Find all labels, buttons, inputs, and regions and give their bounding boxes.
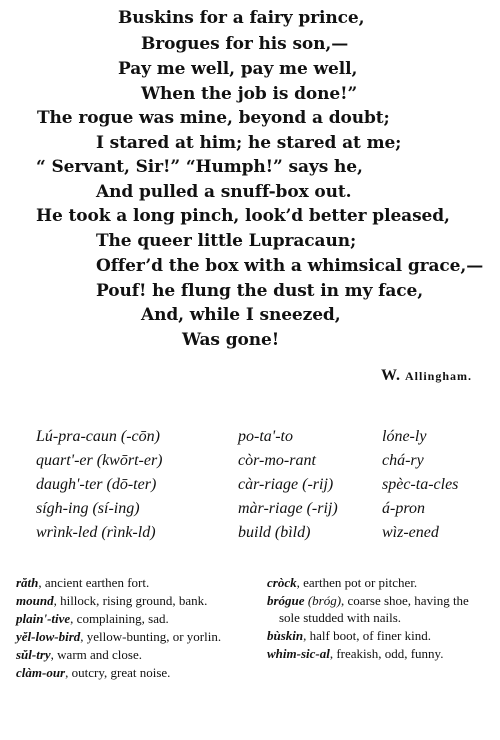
glossary-definition: , yellow-bunting, or yorlin.	[80, 629, 222, 644]
glossary-definition: , half boot, of finer kind.	[303, 628, 431, 643]
pronunciation-word: build (bìld)	[238, 524, 311, 541]
glossary-term: sŭl-try	[16, 647, 51, 662]
glossary-definition: , warm and close.	[50, 647, 143, 662]
glossary-entry	[16, 664, 254, 681]
pronunciation-word: càr-riage (-rij)	[238, 476, 334, 493]
glossary-pronunciation: (bróg)	[304, 593, 342, 608]
pronunciation-row	[36, 524, 486, 548]
pronunciation-word: chá-ry	[382, 452, 424, 469]
poem-line: When the job is done!”	[141, 84, 358, 104]
glossary-term: mound	[16, 593, 54, 608]
poem-line: Brogues for his son,—	[141, 34, 349, 54]
poem-line: Offer’d the box with a whimsical grace,—	[96, 256, 484, 276]
poem-line: I stared at him; he stared at me;	[96, 133, 402, 153]
glossary-definition: , earthen pot or pitcher.	[296, 575, 418, 590]
poem-line: And pulled a snuff-box out.	[96, 182, 352, 202]
glossary-definition: , complaining, sad.	[70, 611, 169, 626]
poem-line: Buskins for a fairy prince,	[118, 8, 365, 28]
glossary-entry	[16, 574, 254, 591]
glossary-entry	[16, 592, 254, 609]
glossary-term: clàm-our	[16, 665, 66, 680]
glossary-term: whim-sic-al	[267, 646, 330, 661]
glossary-definition: , freakish, odd, funny.	[329, 646, 444, 661]
pronunciation-word: daugh'-ter (dō-ter)	[36, 476, 157, 493]
pronunciation-row	[36, 428, 486, 452]
pronunciation-word: màr-riage (-rij)	[238, 500, 338, 517]
author-initial: W.	[380, 367, 401, 384]
glossary-definition: , ancient earthen fort.	[38, 575, 150, 590]
pronunciation-row	[36, 476, 486, 500]
glossary-right-column	[267, 574, 489, 663]
poem-line: He took a long pinch, look’d better pleased,	[36, 206, 450, 226]
glossary-definition: , outcry, great noise.	[65, 665, 171, 680]
glossary-entry	[16, 646, 254, 663]
glossary-definition: , coarse shoe, having the sole studded with nails.	[279, 593, 469, 625]
pronunciation-word: spèc-ta-cles	[382, 476, 459, 493]
glossary-term: plain'-tive	[16, 611, 71, 626]
poem-line: “ Servant, Sir!” “Humph!” says he,	[36, 157, 363, 177]
glossary-entry	[16, 628, 254, 645]
glossary-definition: , hillock, rising ground, bank.	[53, 593, 208, 608]
pronunciation-word: còr-mo-rant	[238, 452, 316, 469]
glossary-entry	[267, 592, 489, 626]
poem-line: Was gone!	[182, 330, 280, 350]
glossary-term: răth	[16, 575, 39, 590]
pronunciation-word: á-pron	[382, 500, 425, 517]
poem-line: And, while I sneezed,	[141, 305, 341, 325]
pronunciation-row	[36, 452, 486, 476]
author-surname: Allingham.	[404, 369, 472, 383]
glossary-entry	[267, 645, 489, 662]
pronunciation-word: lóne-ly	[382, 428, 427, 445]
pronunciation-word: wrìnk-led (rìnk-ld)	[36, 524, 156, 541]
glossary-entry	[267, 627, 489, 644]
pronunciation-row	[36, 500, 486, 524]
pronunciation-word: wìz-ened	[382, 524, 439, 541]
pronunciation-table	[36, 428, 486, 548]
glossary-left-column	[16, 574, 254, 682]
glossary-term: cròck	[267, 575, 297, 590]
pronunciation-word: Lú-pra-caun (-cōn)	[36, 428, 160, 445]
glossary-term: brógue	[267, 593, 305, 608]
glossary-term: bùskin	[267, 628, 304, 643]
glossary-entry	[267, 574, 489, 591]
author-attribution	[381, 367, 472, 385]
pronunciation-word: sígh-ing (sí-ing)	[36, 500, 140, 517]
pronunciation-word: quart'-er (kwōrt-er)	[36, 452, 163, 469]
poem-line: The rogue was mine, beyond a doubt;	[37, 108, 390, 128]
glossary-term: yĕl-low-bird	[16, 629, 81, 644]
glossary-entry	[16, 610, 254, 627]
poem-line: Pouf! he flung the dust in my face,	[96, 281, 424, 301]
poem-line: Pay me well, pay me well,	[118, 59, 358, 79]
poem-line: The queer little Lupracaun;	[96, 231, 357, 251]
pronunciation-word: po-ta'-to	[238, 428, 293, 445]
